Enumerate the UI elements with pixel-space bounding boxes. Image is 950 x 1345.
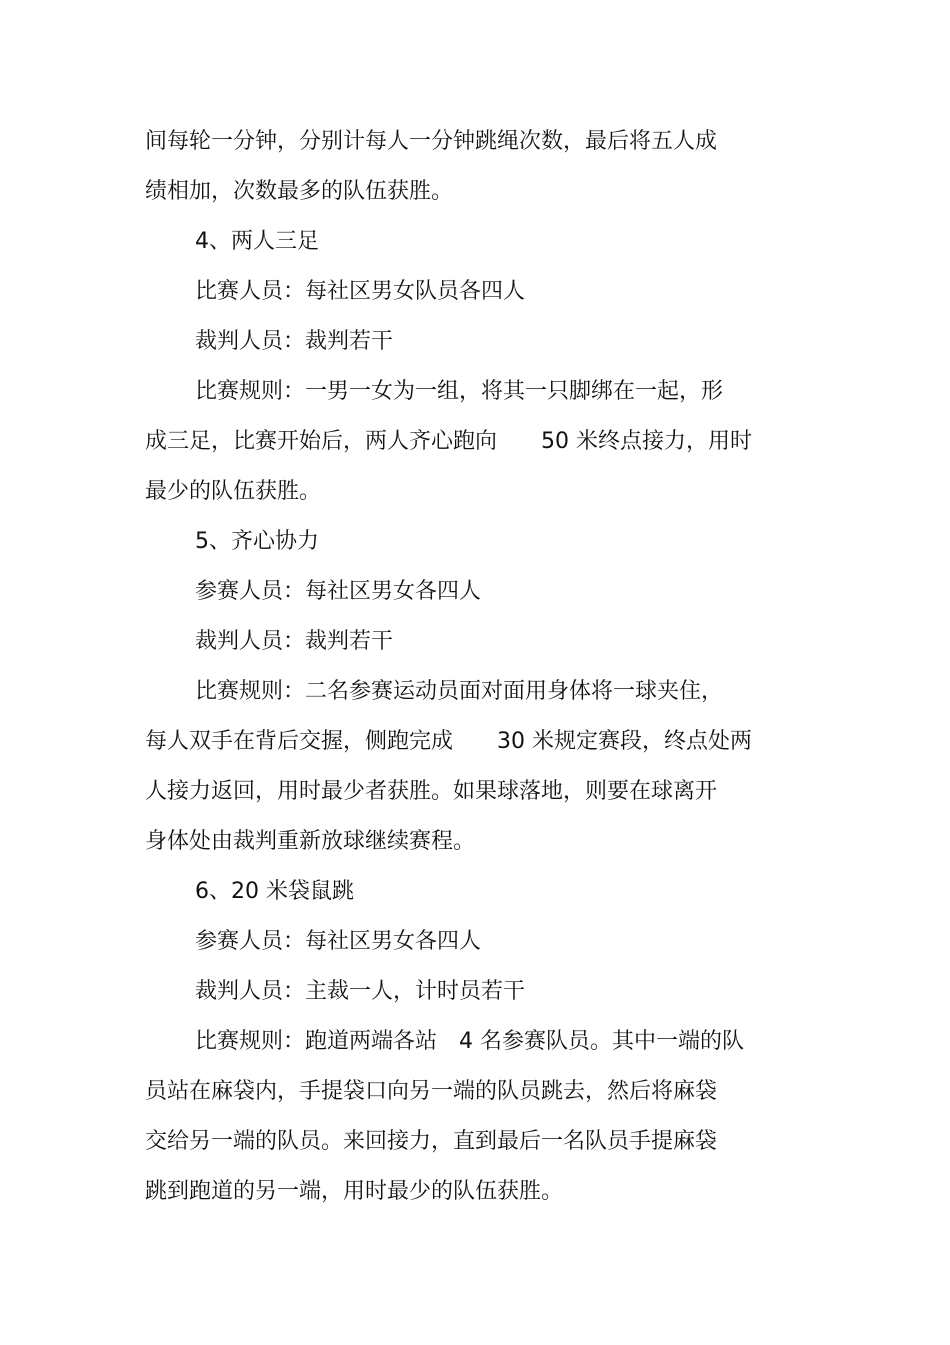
paragraph-line: 比赛规则：二名参赛运动员面对面用身体将一球夹住， [195, 679, 724, 704]
paragraph-line: 间每轮一分钟，分别计每人一分钟跳绳次数，最后将五人成 [145, 129, 718, 154]
paragraph-line: 比赛规则：跑道两端各站 4 名参赛队员。其中一端的队 [195, 1029, 744, 1054]
paragraph-line: 身体处由裁判重新放球继续赛程。 [145, 829, 476, 854]
paragraph-line: 绩相加，次数最多的队伍获胜。 [145, 179, 454, 204]
paragraph-line: 人接力返回，用时最少者获胜。如果球落地，则要在球离开 [145, 779, 718, 804]
section-heading: 6、20 米袋鼠跳 [195, 879, 354, 904]
section-heading: 5、齐心协力 [195, 529, 319, 554]
section-heading: 4、两人三足 [195, 229, 319, 254]
paragraph-line: 交给另一端的队员。来回接力，直到最后一名队员手提麻袋 [145, 1129, 718, 1154]
paragraph-line: 比赛规则：一男一女为一组，将其一只脚绑在一起，形 [195, 379, 724, 404]
paragraph-line: 最少的队伍获胜。 [145, 479, 322, 504]
paragraph-line: 员站在麻袋内，手提袋口向另一端的队员跳去，然后将麻袋 [145, 1079, 718, 1104]
paragraph-line: 跳到跑道的另一端，用时最少的队伍获胜。 [145, 1179, 564, 1204]
paragraph-line: 比赛人员：每社区男女队员各四人 [195, 279, 526, 304]
paragraph-line: 裁判人员：裁判若干 [195, 629, 394, 654]
paragraph-line: 成三足，比赛开始后，两人齐心跑向 50 米终点接力，用时 [145, 429, 752, 454]
paragraph-line: 裁判人员：裁判若干 [195, 329, 394, 354]
paragraph-line: 裁判人员：主裁一人，计时员若干 [195, 979, 526, 1004]
paragraph-line: 参赛人员：每社区男女各四人 [195, 579, 482, 604]
paragraph-line: 参赛人员：每社区男女各四人 [195, 929, 482, 954]
paragraph-line: 每人双手在背后交握，侧跑完成 30 米规定赛段，终点处两 [145, 729, 752, 754]
